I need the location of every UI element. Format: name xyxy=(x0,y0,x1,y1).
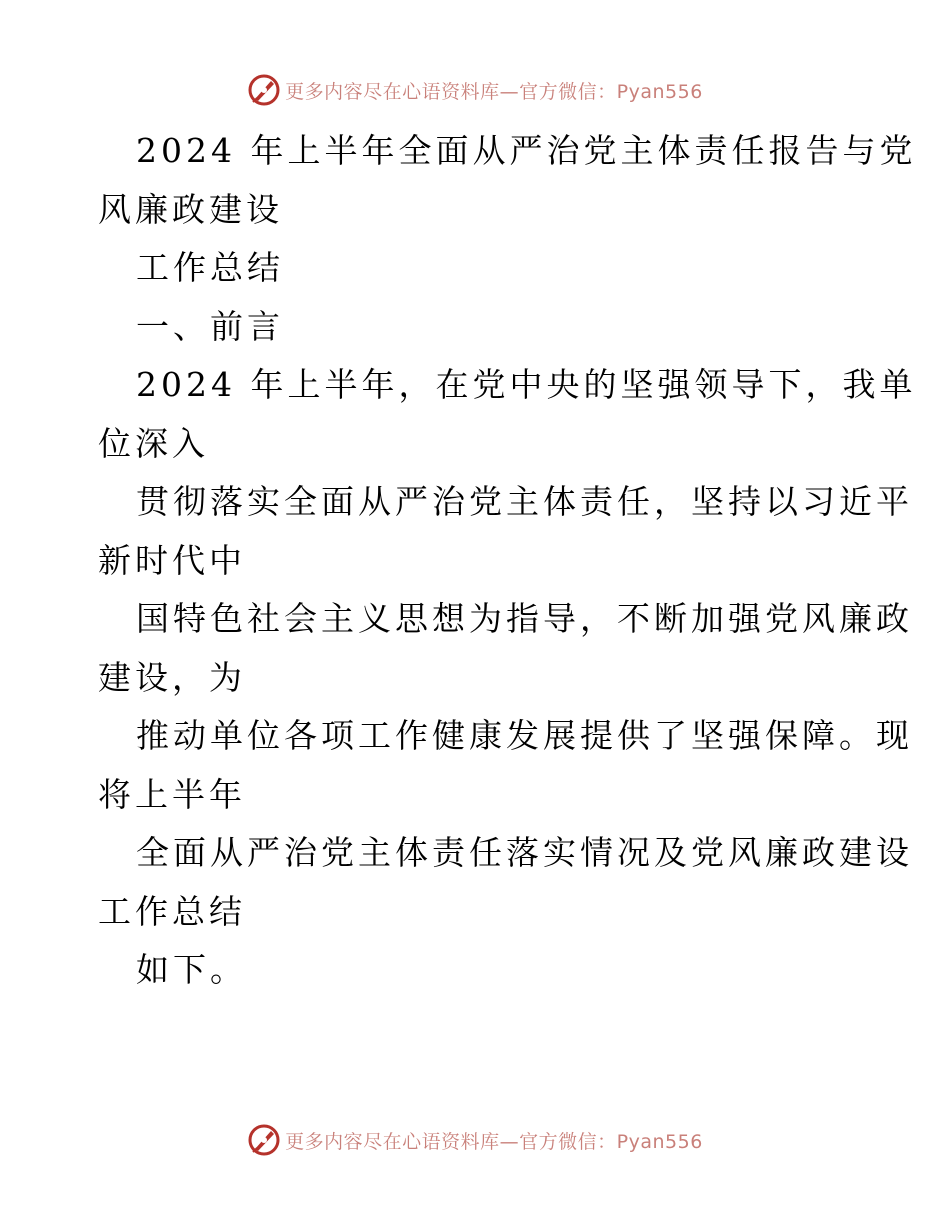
header-banner-text: 更多内容尽在心语资料库—官方微信：Pyan556 xyxy=(285,80,703,103)
paragraph-line: 工作总结 xyxy=(98,891,246,931)
document-title-line-2: 风廉政建设 xyxy=(98,189,283,229)
footer-banner-text: 更多内容尽在心语资料库—官方微信：Pyan556 xyxy=(285,1130,703,1153)
paragraph-line: 建设，为 xyxy=(98,657,246,697)
header-watermark-banner xyxy=(0,70,950,110)
paragraph-line: 全面从严治党主体责任落实情况及党风廉政建设 xyxy=(136,833,913,872)
quill-pen-logo-icon xyxy=(247,1123,281,1157)
paragraph-line: 将上半年 xyxy=(98,774,246,814)
paragraph-line: 如下。 xyxy=(136,950,247,989)
footer-watermark-banner xyxy=(0,1120,950,1160)
document-title-line-1: 2024 年上半年全面从严治党主体责任报告与党 xyxy=(136,131,917,170)
quill-pen-logo-icon xyxy=(247,73,281,107)
paragraph-line: 国特色社会主义思想为指导，不断加强党风廉政 xyxy=(136,599,913,638)
document-body xyxy=(98,122,917,1000)
paragraph-line: 新时代中 xyxy=(98,540,246,580)
paragraph-line: 贯彻落实全面从严治党主体责任，坚持以习近平 xyxy=(136,482,913,521)
paragraph-line: 2024 年上半年，在党中央的坚强领导下，我单 xyxy=(136,365,917,404)
document-subtitle: 工作总结 xyxy=(136,248,284,287)
paragraph-line: 推动单位各项工作健康发展提供了坚强保障。现 xyxy=(136,716,913,755)
section-heading: 一、前言 xyxy=(136,306,284,346)
paragraph-line: 位深入 xyxy=(98,423,209,463)
